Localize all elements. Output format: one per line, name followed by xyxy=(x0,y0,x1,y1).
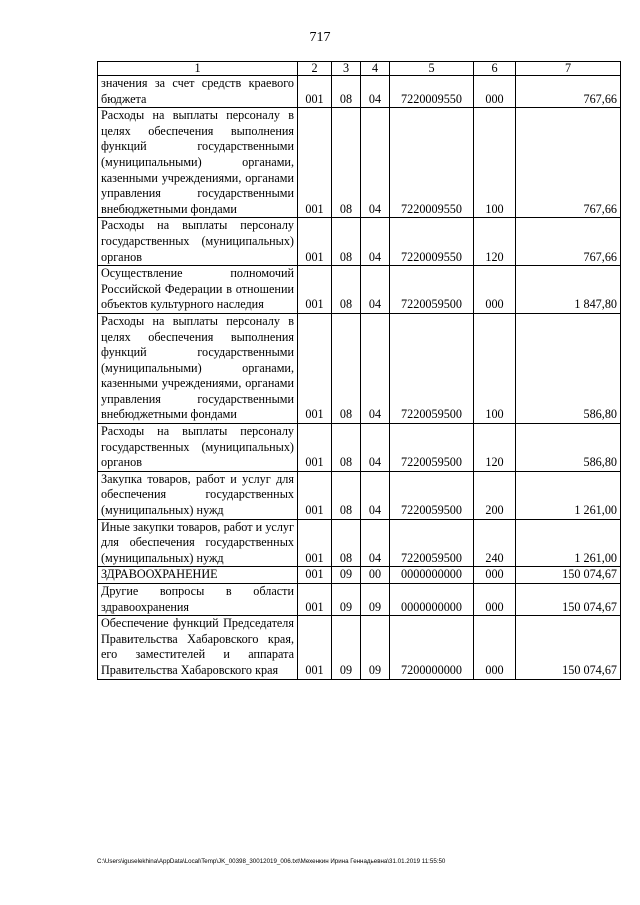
cell-amount: 150 074,67 xyxy=(516,616,621,679)
table-row xyxy=(98,471,621,519)
cell-code-6: 200 xyxy=(474,471,516,519)
column-header: 5 xyxy=(390,62,474,76)
cell-code-6: 000 xyxy=(474,584,516,616)
table-row xyxy=(98,616,621,679)
cell-amount: 1 847,80 xyxy=(516,266,621,314)
cell-code-5: 7220059500 xyxy=(390,471,474,519)
cell-code-5: 0000000000 xyxy=(390,567,474,584)
table-row xyxy=(98,313,621,423)
table-row xyxy=(98,519,621,567)
cell-code-2: 001 xyxy=(298,266,332,314)
cell-code-4: 04 xyxy=(361,266,390,314)
cell-code-4: 04 xyxy=(361,76,390,108)
cell-code-4: 04 xyxy=(361,218,390,266)
cell-code-6: 100 xyxy=(474,108,516,218)
cell-amount: 586,80 xyxy=(516,313,621,423)
cell-code-6: 120 xyxy=(474,218,516,266)
column-header: 2 xyxy=(298,62,332,76)
column-header: 6 xyxy=(474,62,516,76)
cell-code-4: 04 xyxy=(361,108,390,218)
cell-code-4: 04 xyxy=(361,313,390,423)
cell-code-4: 04 xyxy=(361,519,390,567)
budget-table xyxy=(97,61,621,680)
cell-code-6: 000 xyxy=(474,76,516,108)
cell-code-6: 100 xyxy=(474,313,516,423)
cell-code-6: 000 xyxy=(474,616,516,679)
column-header: 3 xyxy=(332,62,361,76)
cell-code-4: 04 xyxy=(361,424,390,472)
cell-code-6: 120 xyxy=(474,424,516,472)
cell-code-4: 09 xyxy=(361,584,390,616)
cell-amount: 586,80 xyxy=(516,424,621,472)
table-row xyxy=(98,266,621,314)
cell-code-2: 001 xyxy=(298,584,332,616)
cell-code-5: 7220059500 xyxy=(390,424,474,472)
cell-code-4: 04 xyxy=(361,471,390,519)
row-description: Обеспечение функций Председателя Правительства Хабаровского края, его заместителей и аппарата Правительства Хабаровского края xyxy=(98,616,298,679)
cell-amount: 767,66 xyxy=(516,76,621,108)
cell-code-5: 7220009550 xyxy=(390,218,474,266)
cell-code-5: 7200000000 xyxy=(390,616,474,679)
row-description: Расходы на выплаты персоналу государственных (муниципальных) органов xyxy=(98,424,298,472)
cell-amount: 1 261,00 xyxy=(516,519,621,567)
cell-code-3: 08 xyxy=(332,424,361,472)
cell-code-2: 001 xyxy=(298,567,332,584)
cell-code-5: 7220059500 xyxy=(390,266,474,314)
table-row xyxy=(98,424,621,472)
row-description: Расходы на выплаты персоналу в целях обеспечения выполнения функций государственными (муниципальными) органами, казенными учреждениями, органами управления государственными внебюджетными фондами xyxy=(98,108,298,218)
cell-code-4: 09 xyxy=(361,616,390,679)
cell-code-2: 001 xyxy=(298,519,332,567)
cell-amount: 150 074,67 xyxy=(516,584,621,616)
cell-code-3: 09 xyxy=(332,616,361,679)
cell-code-3: 08 xyxy=(332,218,361,266)
cell-code-5: 0000000000 xyxy=(390,584,474,616)
table-row xyxy=(98,218,621,266)
row-description: значения за счет средств краевого бюджета xyxy=(98,76,298,108)
row-description: Закупка товаров, работ и услуг для обеспечения государственных (муниципальных) нужд xyxy=(98,471,298,519)
cell-code-6: 000 xyxy=(474,567,516,584)
cell-code-3: 08 xyxy=(332,471,361,519)
cell-code-2: 001 xyxy=(298,108,332,218)
cell-code-3: 08 xyxy=(332,76,361,108)
cell-code-2: 001 xyxy=(298,76,332,108)
table-row xyxy=(98,567,621,584)
row-description: ЗДРАВООХРАНЕНИЕ xyxy=(98,567,298,584)
cell-code-6: 000 xyxy=(474,266,516,314)
cell-amount: 767,66 xyxy=(516,218,621,266)
cell-code-5: 7220009550 xyxy=(390,108,474,218)
cell-code-3: 09 xyxy=(332,584,361,616)
cell-code-3: 09 xyxy=(332,567,361,584)
row-description: Иные закупки товаров, работ и услуг для обеспечения государственных (муниципальных) нужд xyxy=(98,519,298,567)
cell-code-2: 001 xyxy=(298,218,332,266)
cell-code-2: 001 xyxy=(298,616,332,679)
cell-code-2: 001 xyxy=(298,313,332,423)
column-header: 1 xyxy=(98,62,298,76)
page-number: 717 xyxy=(309,30,331,45)
table-row xyxy=(98,76,621,108)
cell-code-3: 08 xyxy=(332,519,361,567)
row-description: Осуществление полномочий Российской Федерации в отношении объектов культурного наследия xyxy=(98,266,298,314)
table-row xyxy=(98,584,621,616)
row-description: Другие вопросы в области здравоохранения xyxy=(98,584,298,616)
row-description: Расходы на выплаты персоналу государственных (муниципальных) органов xyxy=(98,218,298,266)
column-header: 4 xyxy=(361,62,390,76)
cell-code-5: 7220009550 xyxy=(390,76,474,108)
cell-amount: 767,66 xyxy=(516,108,621,218)
cell-amount: 1 261,00 xyxy=(516,471,621,519)
column-header: 7 xyxy=(516,62,621,76)
cell-code-6: 240 xyxy=(474,519,516,567)
table-header-row xyxy=(98,62,621,76)
cell-code-4: 00 xyxy=(361,567,390,584)
row-description: Расходы на выплаты персоналу в целях обеспечения выполнения функций государственными (муниципальными) органами, казенными учреждениями, органами управления государственными внебюджетными фондами xyxy=(98,313,298,423)
cell-code-3: 08 xyxy=(332,108,361,218)
cell-code-2: 001 xyxy=(298,424,332,472)
file-path-footer: C:\Users\iguselekhina\AppData\Local\Temp\JK_00398_30012019_006.txt\Мехенкин Ирина Геннадьевна\31.01.2019 11:55:50 xyxy=(97,858,446,865)
cell-amount: 150 074,67 xyxy=(516,567,621,584)
cell-code-2: 001 xyxy=(298,471,332,519)
table-row xyxy=(98,108,621,218)
cell-code-5: 7220059500 xyxy=(390,519,474,567)
cell-code-3: 08 xyxy=(332,266,361,314)
cell-code-3: 08 xyxy=(332,313,361,423)
cell-code-5: 7220059500 xyxy=(390,313,474,423)
